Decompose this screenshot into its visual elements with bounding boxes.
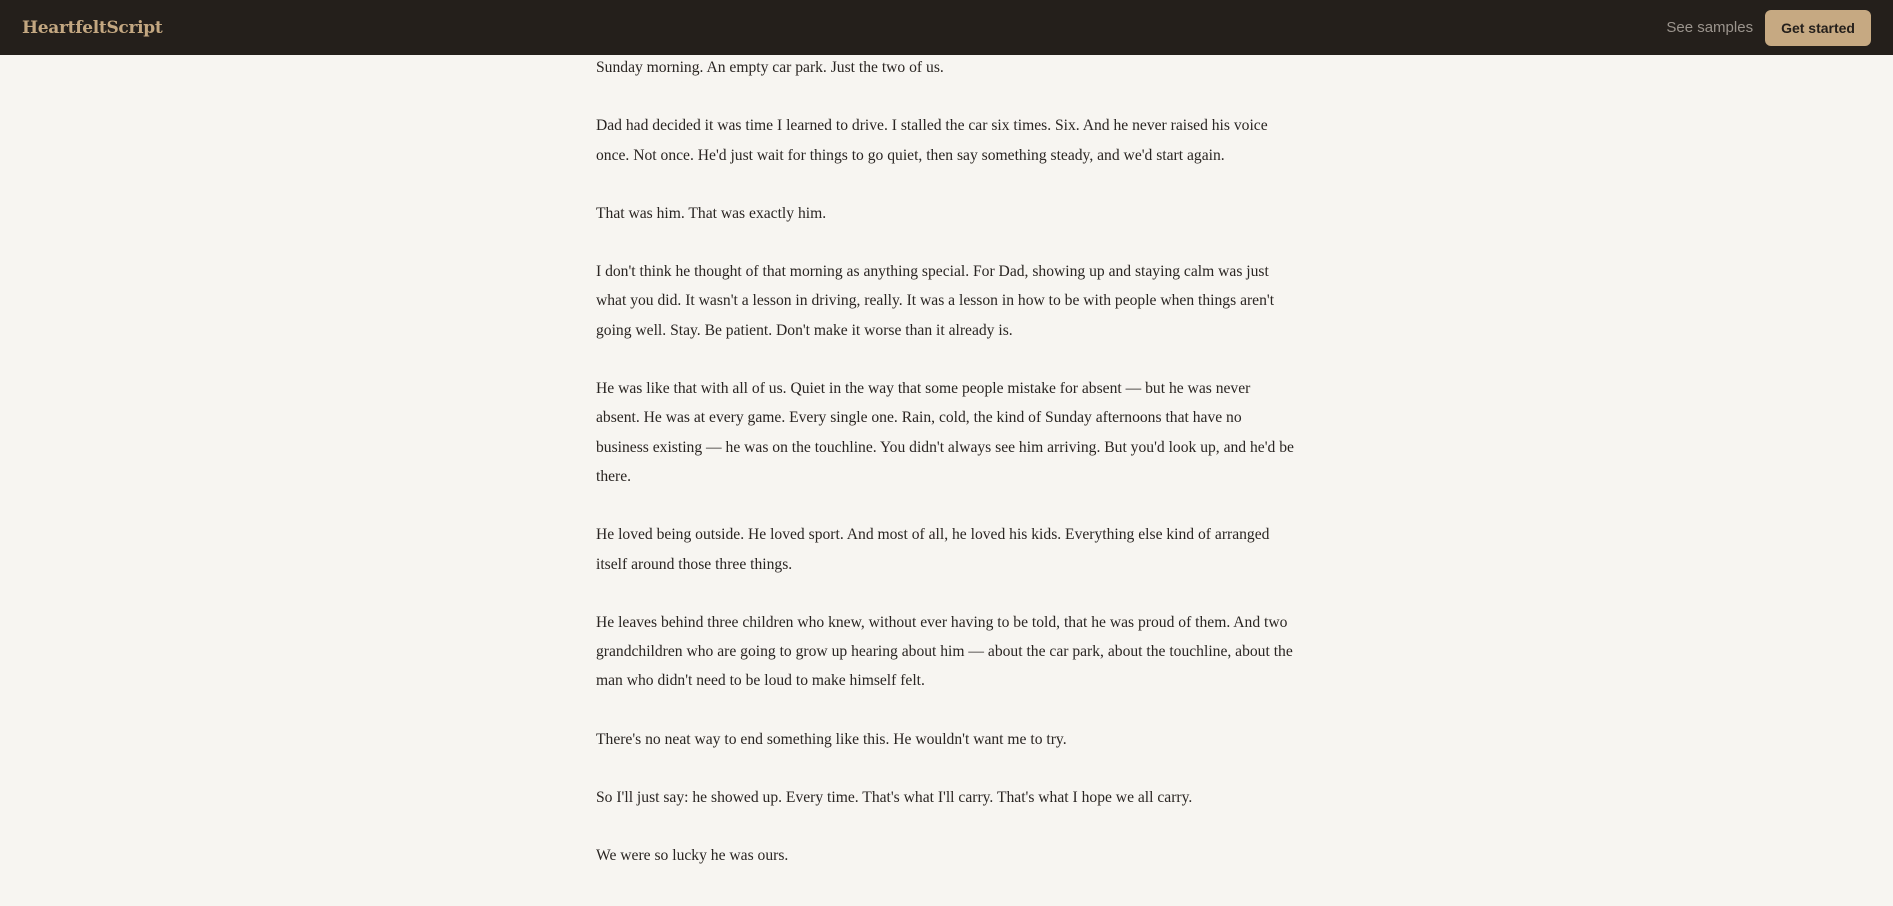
eulogy-paragraph-10: We were so lucky he was ours. [596, 847, 789, 865]
eulogy-paragraph-9: So I'll just say: he showed up. Every time. That's what I'll carry. That's what I hope we all carry. [596, 789, 1193, 807]
brand-logo[interactable]: HeartfeltScript [22, 17, 163, 38]
eulogy-paragraph-6: He loved being outside. He loved sport. And most of all, he loved his kids. Everything else kind of arranged itself around those three things. [596, 526, 1270, 573]
eulogy-paragraph-3: That was him. That was exactly him. [596, 204, 827, 222]
eulogy-paragraph-2: Dad had decided it was time I learned to drive. I stalled the car six times. Six. And he never raised his voice once. Not once. He'd just wait for things to go quiet, then say something steady, and we'd start again. [596, 117, 1268, 164]
eulogy-paragraph-1: Sunday morning. An empty car park. Just the two of us. [596, 59, 944, 76]
see-samples-link[interactable]: See samples [1666, 19, 1754, 36]
eulogy-paragraph-7: He leaves behind three children who knew, without ever having to be told, that he was proud of them. And two grandchildren who are going to grow up hearing about him — about the car park, about the touchline, about the man who didn't need to be loud to make himself felt. [596, 613, 1293, 690]
eulogy-paragraph-5: He was like that with all of us. Quiet in the way that some people mistake for absent — but he was never absent. He was at every game. Every single one. Rain, cold, the kind of Sunday afternoons that have no business existing — he was on the touchline. You didn't always see him arriving. But you'd look up, and he'd be there. [596, 380, 1294, 485]
eulogy-text [596, 53, 1296, 900]
eulogy-paragraph-8: There's no neat way to end something like this. He wouldn't want me to try. [596, 730, 1067, 748]
top-navigation-bar [0, 0, 1893, 55]
eulogy-paragraph-4: I don't think he thought of that morning as anything special. For Dad, showing up and staying calm was just what you did. It wasn't a lesson in driving, really. It was a lesson in how to be with people when things aren't going well. Stay. Be patient. Don't make it worse than it already is. [596, 263, 1275, 339]
get-started-button[interactable]: Get started [1765, 10, 1871, 46]
